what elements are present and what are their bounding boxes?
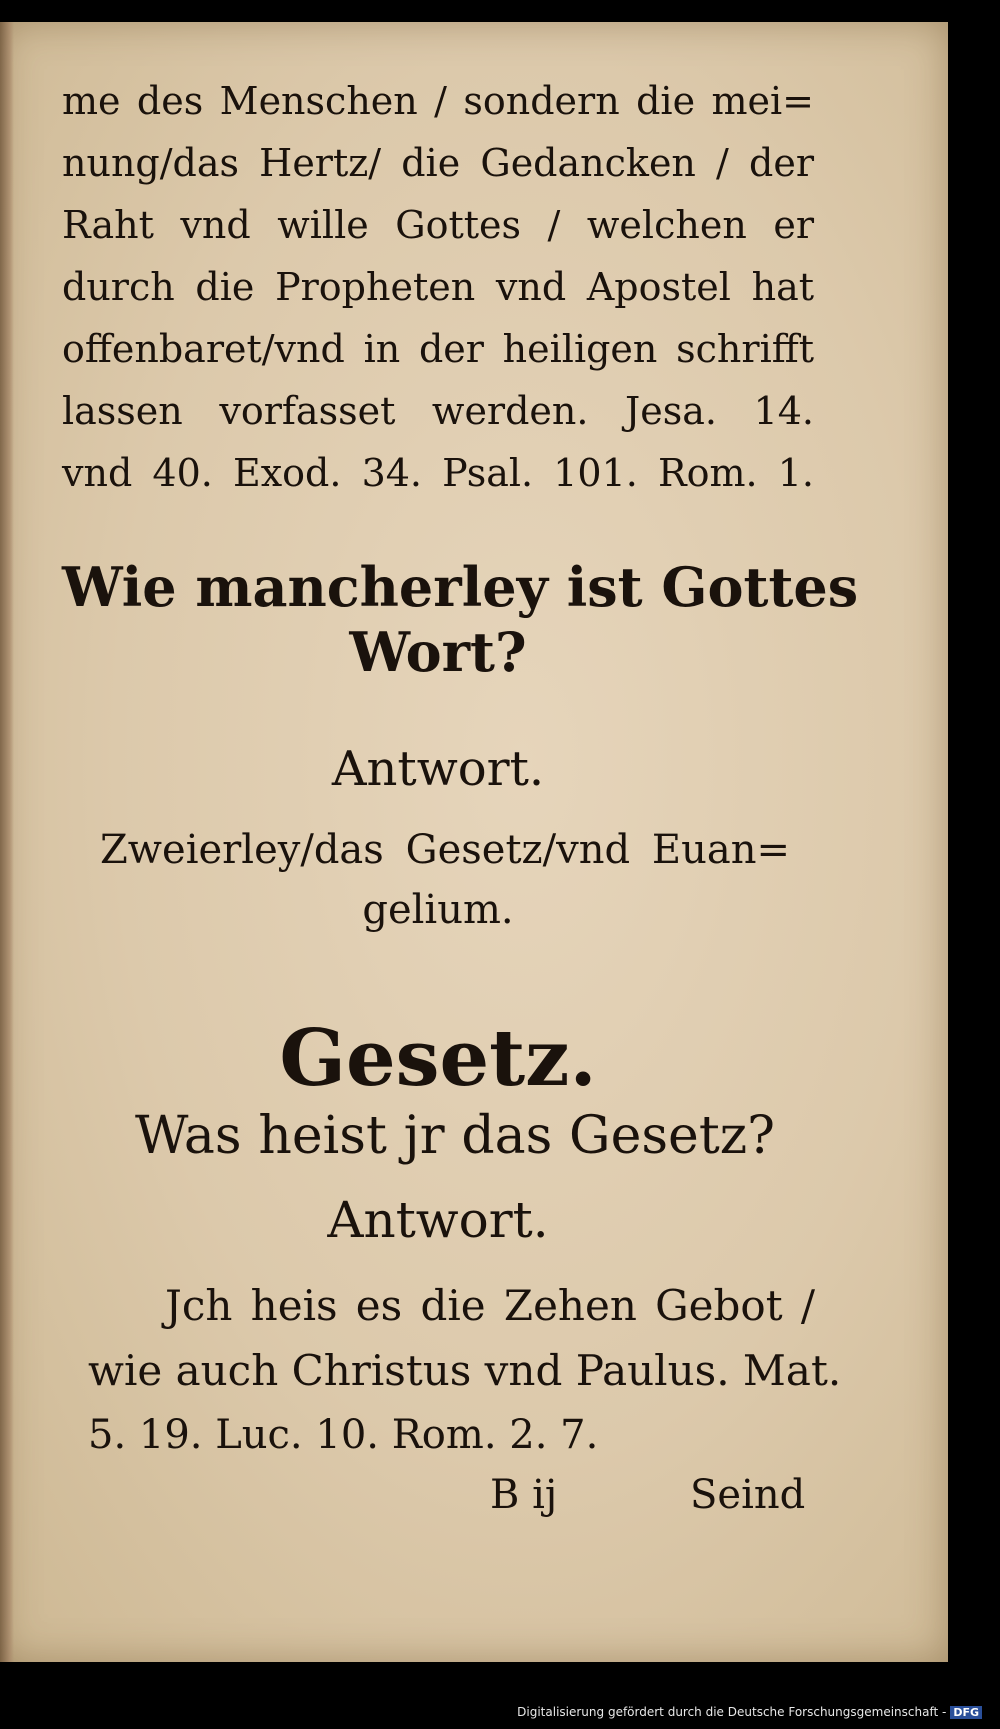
question-heading-line-2: Wort? [349, 620, 527, 684]
body-line-4: durch die Propheten vnd Apostel hat [62, 265, 814, 309]
answer-2-label: Antwort. [327, 1191, 549, 1249]
answer-text-line-1: Zweierley/das Gesetz/vnd Euan= [100, 827, 790, 873]
digitization-credit-text: Digitalisierung gefördert durch die Deutsche Forschungsgemeinschaft - [517, 1705, 947, 1719]
question-heading-line-1: Wie mancherley ist Gottes [62, 555, 859, 619]
section-title: Gesetz. [279, 1013, 597, 1104]
signature-mark: B ij [490, 1472, 558, 1518]
catchword: Seind [690, 1472, 806, 1518]
question-2: Was heist jr das Gesetz? [135, 1106, 775, 1166]
dfg-logo: DFG [950, 1706, 982, 1719]
answer-text-line-2: gelium. [362, 887, 514, 933]
digitization-credit [517, 1705, 982, 1719]
body-line-3: Raht vnd wille Gottes / welchen er [62, 203, 814, 247]
body-line-5: offenbaret/vnd in der heiligen schrifft [62, 327, 814, 371]
answer-2-line-1: Jch heis es die Zehen Gebot / [165, 1281, 815, 1330]
answer-2-line-3: 5. 19. Luc. 10. Rom. 2. 7. [88, 1412, 599, 1458]
answer-label: Antwort. [331, 741, 545, 797]
body-line-2: nung/das Hertz/ die Gedancken / der [62, 141, 814, 185]
body-line-1: me des Menschen / sondern die mei= [62, 79, 814, 123]
body-line-6: lassen vorfasset werden. Jesa. 14. [62, 389, 814, 433]
page-binding-edge [0, 22, 14, 1662]
body-line-7: vnd 40. Exod. 34. Psal. 101. Rom. 1. [62, 451, 814, 495]
answer-2-line-2: wie auch Christus vnd Paulus. Mat. [88, 1346, 842, 1395]
